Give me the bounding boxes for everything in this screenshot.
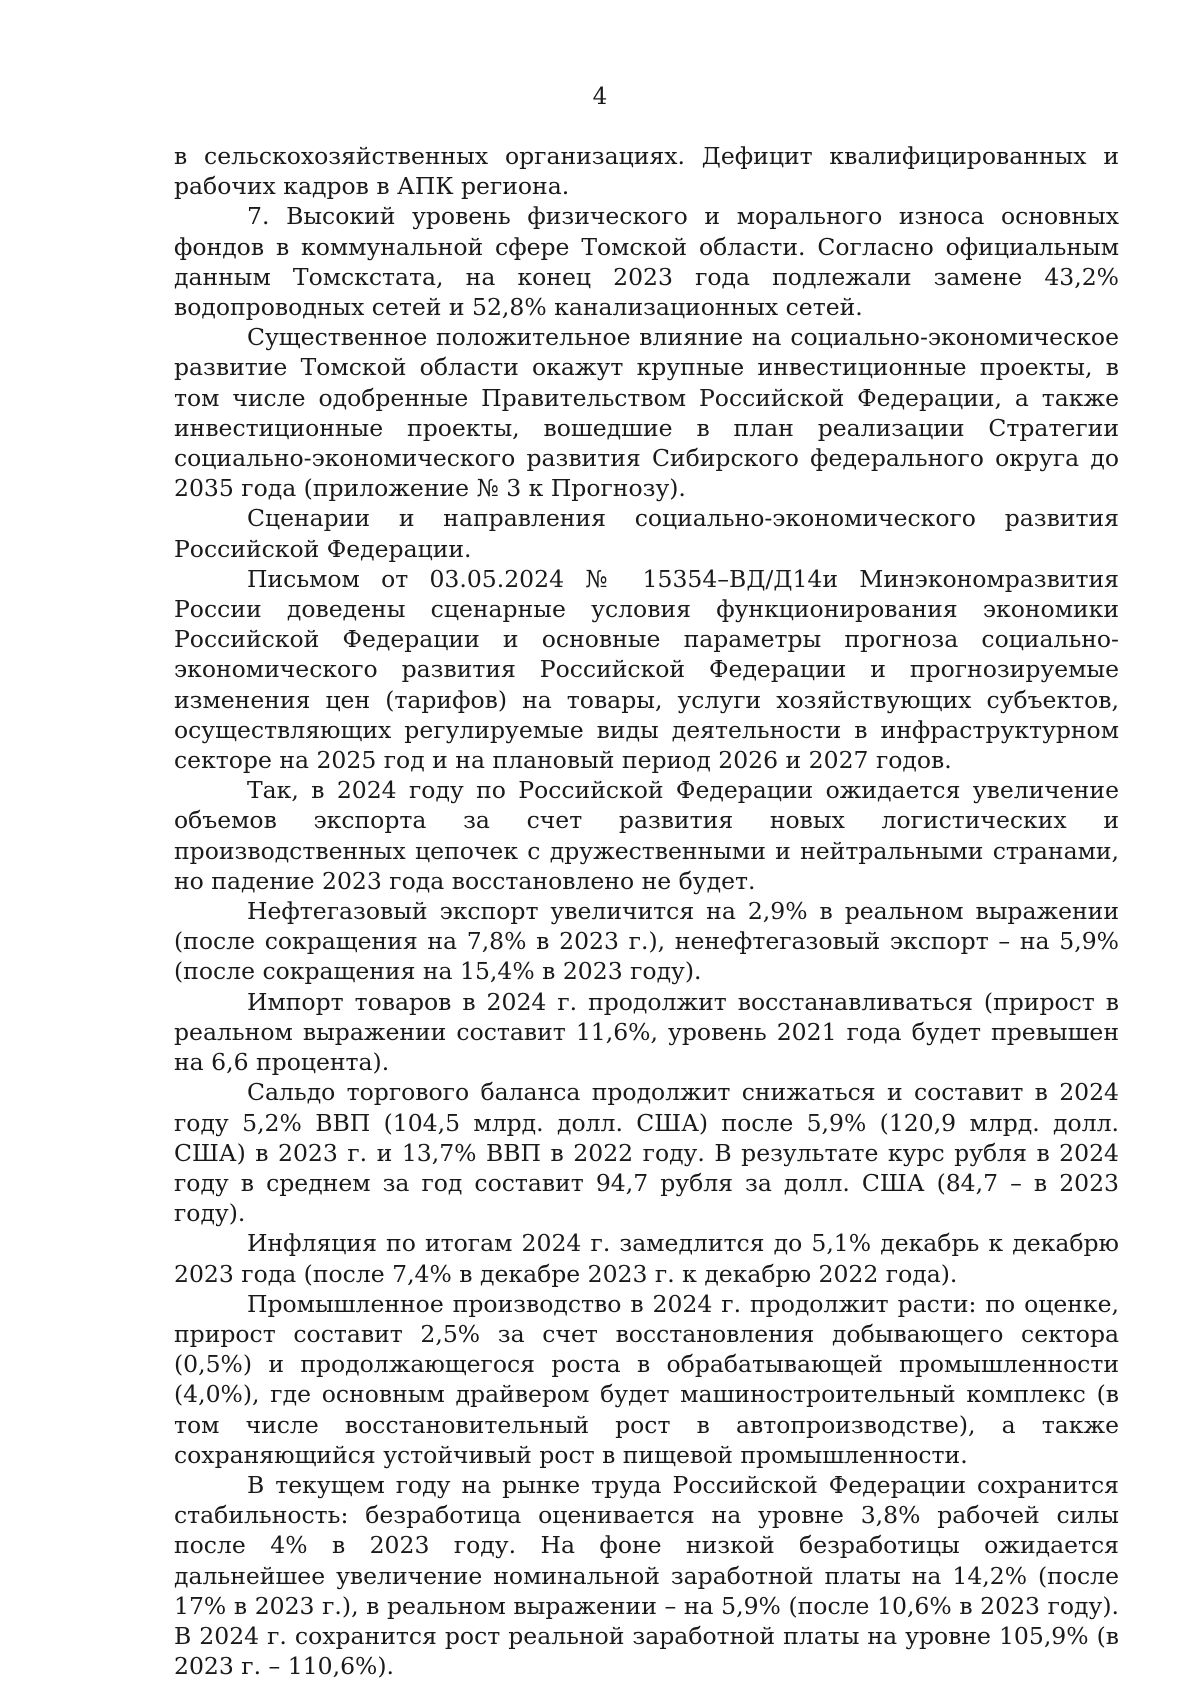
paragraph-oil-gas-export: Нефтегазовый экспорт увеличится на 2,9% в реальном выражении (после сокращения на 7,8% в 2023 г.), ненефтегазовый экспорт – на 5,9% (после сокращения на 15,4% в 2023 году). (174, 897, 1119, 986)
paragraph-export: Так, в 2024 году по Российской Федерации ожидается увеличение объемов экспорта за счет развития новых логистических и производственных цепочек с дружественными и нейтральными странами, но падение 2023 года восстановлено не будет. (174, 776, 1119, 895)
paragraph-item-7: 7. Высокий уровень физического и морального износа основных фондов в коммунальной сфере Томской области. Согласно официальным данным Томскстата, на конец 2023 года подлежали замене 43,2% водопроводных сетей и 52,8% канализационных сетей. (174, 202, 1119, 322)
paragraph-section-heading: Сценарии и направления социально-экономического развития Российской Федерации. (174, 504, 1119, 563)
paragraph-inflation: Инфляция по итогам 2024 г. замедлится до 5,1% декабрь к декабрю 2023 года (после 7,4% в декабре 2023 г. к декабрю 2022 года). (174, 1229, 1119, 1288)
paragraph-investment-projects: Существенное положительное влияние на социально-экономическое развитие Томской области окажут крупные инвестиционные проекты, в том числе одобренные Правительством Российской Федерации, а также инвестиционные проекты, вошедшие в план реализации Стратегии социально-экономического развития Сибирского федерального округа до 2035 года (приложение № 3 к Прогнозу). (174, 323, 1119, 503)
paragraph-labor-market: В текущем году на рынке труда Российской Федерации сохранится стабильность: безработица оценивается на уровне 3,8% рабочей силы после 4% в 2023 году. На фоне низкой безработицы ожидается дальнейшее увеличение номинальной заработной платы на 14,2% (после 17% в 2023 г.), в реальном выражении – на 5,9% (после 10,6% в 2023 году). В 2024 г. сохранится рост реальной заработной платы на уровне 105,9% (в 2023 г. – 110,6%). (174, 1470, 1119, 1681)
page-number: 4 (592, 84, 608, 110)
paragraph-ministry-letter: Письмом от 03.05.2024 № 15354–ВД/Д14и Минэкономразвития России доведены сценарные условия функционирования экономики Российской Федерации и основные параметры прогноза социально-экономического развития Российской Федерации и прогнозируемые изменения цен (тарифов) на товары, услуги хозяйствующих субъектов, осуществляющих регулируемые виды деятельности в инфраструктурном секторе на 2025 год и на плановый период 2026 и 2027 годов. (174, 564, 1119, 775)
paragraph-import: Импорт товаров в 2024 г. продолжит восстанавливаться (прирост в реальном выражении составит 11,6%, уровень 2021 года будет превышен на 6,6 процента). (174, 987, 1119, 1077)
paragraph-trade-balance: Сальдо торгового баланса продолжит снижаться и составит в 2024 году 5,2% ВВП (104,5 млрд. долл. США) после 5,9% (120,9 млрд. долл. США) в 2023 г. и 13,7% ВВП в 2022 году. В результате курс рубля в 2024 году в среднем за год составит 94,7 рубля за долл. США (84,7 – в 2023 году). (174, 1078, 1119, 1228)
paragraph-continuation: в сельскохозяйственных организациях. Дефицит квалифицированных и рабочих кадров в АПК региона. (174, 142, 1119, 201)
document-body (174, 141, 1119, 1681)
paragraph-industry: Промышленное производство в 2024 г. продолжит расти: по оценке, прирост составит 2,5% за счет восстановления добывающего сектора (0,5%) и продолжающегося роста в обрабатывающей промышленности (4,0%), где основным драйвером будет машиностроительный комплекс (в том числе восстановительный рост в автопроизводстве), а также сохраняющийся устойчивый рост в пищевой промышленности. (174, 1289, 1119, 1469)
